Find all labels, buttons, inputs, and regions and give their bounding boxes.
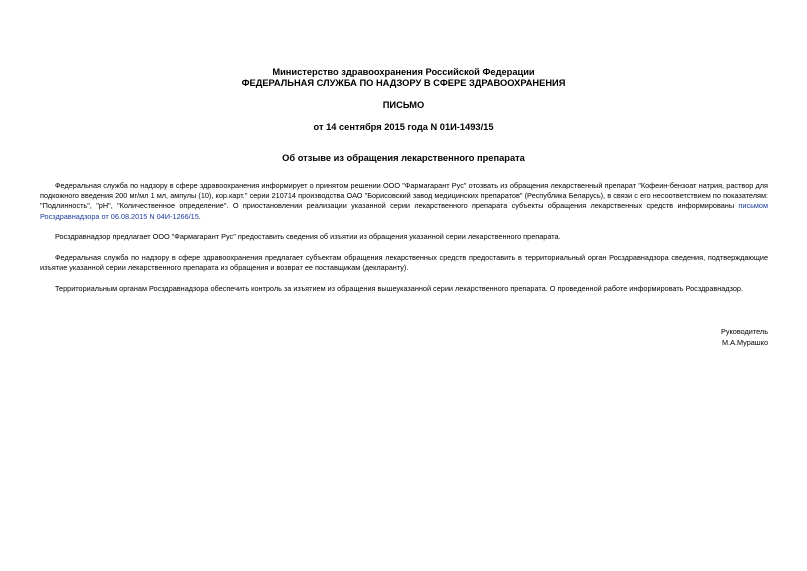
paragraph-3: Федеральная служба по надзору в сфере здравоохранения предлагает субъектам обращения лекарственных средств предоставить в территориальный орган Росздравнадзора сведения, подтверждающие изъятие указанной серии лекарственного препарата из обращения и возврат ее поставщикам (декларанту). — [40, 253, 768, 273]
paragraph-2: Росздравнадзор предлагает ООО "Фармагарант Рус" предоставить сведения об изъятии из обращения указанной серии лекарственного препарата. — [55, 232, 561, 242]
paragraph-1-text: Федеральная служба по надзору в сфере здравоохранения информирует о принятом решении ООО "Фармагарант Рус" отозвать из обращения лекарственный препарат "Кофеин-бензоат натрия, раствор для подкожного введения 200 мг/мл 1 мл, ампулы (10), кор.карт." серии 210714 производства ОАО "Борисовский завод медицинских препаратов" (Республика Беларусь), в связи с его несоответствием по показателям: "Подлинность", "pH", "Количественное определение". О приостановлении реализации указанной серии лекарственного препарата субъекты обращения лекарственных средств информированы — [40, 181, 768, 211]
signatory-title: Руководитель — [720, 327, 768, 336]
paragraph-4: Территориальным органам Росздравнадзора обеспечить контроль за изъятием из обращения вышеуказанной серии лекарственного препарата. О проведенной работе информировать Росздравнадзор. — [55, 284, 744, 294]
document-type: ПИСЬМО — [382, 100, 425, 110]
letter-reference-link[interactable]: письмом Росздравнадзора от 06.08.2015 N 04И-1266/15 — [40, 201, 768, 221]
document-date-number: от 14 сентября 2015 года N 01И-1493/15 — [313, 122, 494, 132]
signatory-name: М.А.Мурашко — [721, 338, 768, 347]
service-name: ФЕДЕРАЛЬНАЯ СЛУЖБА ПО НАДЗОРУ В СФЕРЕ ЗДРАВООХРАНЕНИЯ — [241, 78, 566, 88]
ministry-name: Министерство здравоохранения Российской Федерации — [272, 67, 535, 77]
document-header — [0, 67, 807, 89]
paragraph-1-end: . — [198, 211, 201, 221]
signature-block — [721, 326, 768, 348]
paragraph-1 — [40, 181, 768, 222]
document-body — [40, 181, 768, 305]
document-subject: Об отзыве из обращения лекарственного препарата — [282, 153, 525, 163]
